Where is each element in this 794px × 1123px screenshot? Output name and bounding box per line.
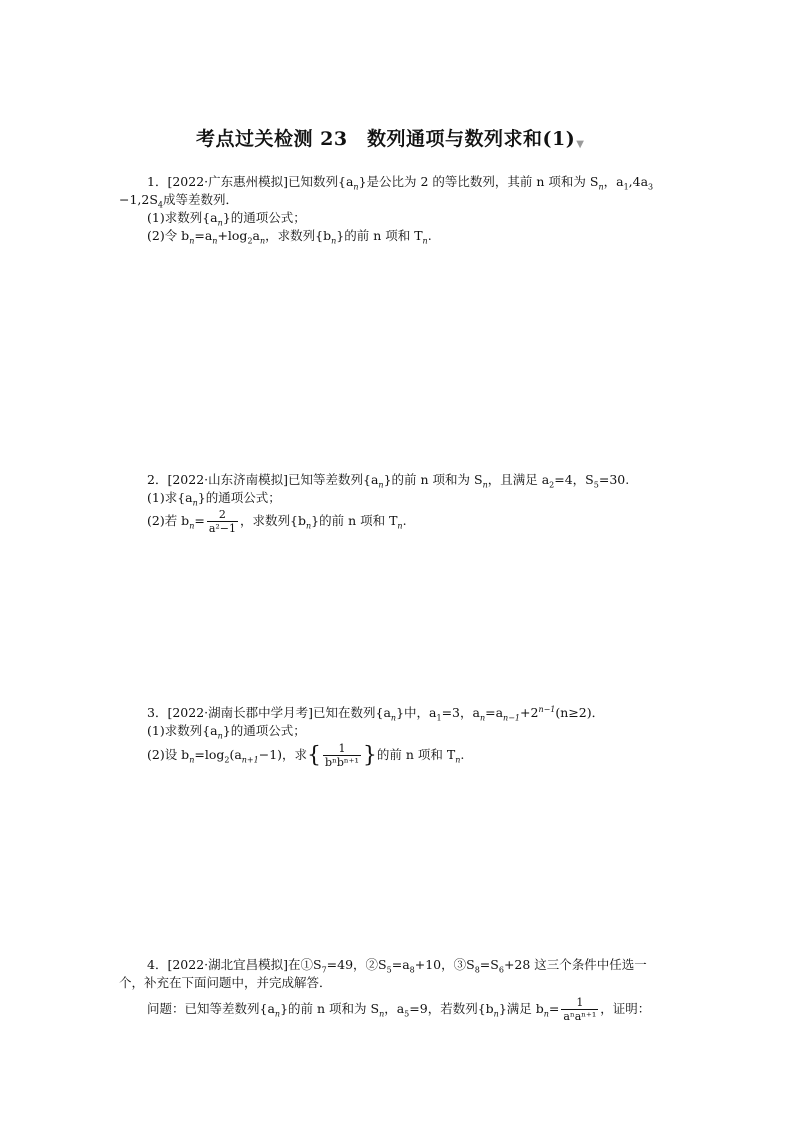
q1-part2: (2)令 $b_n=a_n+\log_2a_n$，求数列$\{b_n\}$的前 n 项和 $T_n$. <box>147 228 432 246</box>
q3-fraction: $\frac{1}{\text{bⁿbⁿ⁺¹}}$ <box>325 742 359 769</box>
q1-line2: $-1,2S_4$成等差数列． <box>119 192 239 210</box>
q4-fraction: $\frac{1}{\text{aⁿaⁿ⁺¹}}$ <box>563 996 597 1023</box>
title-text: 考点过关检测 23 数列通项与数列求和(1) <box>196 128 576 150</box>
page-title <box>196 124 584 151</box>
q1-line1: 1．[2022·广东惠州模拟]已知数列$\{a_n\}$是公比为 2 的等比数列，其前 n 项和为 $S_n$，$a_1,4a_3$ <box>147 174 654 192</box>
q2-part1: (1)求$\{a_n\}$的通项公式； <box>147 490 281 508</box>
q2-part2: (2)若 $b_n=$ $\frac{2}{\text{a²−1}}$ ，求数列$\{b_n\}$的前 n 项和 $T_n$. <box>147 508 407 535</box>
q3-part2: (2)设 $b_n=\log_2(a_{n+1}-1)$，求{ $\frac{1}{\text{bⁿbⁿ⁺¹}}$ }的前 n 项和 $T_n$. <box>147 742 465 769</box>
q2-line1: 2．[2022·山东济南模拟]已知等差数列$\{a_n\}$的前 n 项和为 $S_n$，且满足 $a_2=4$，$S_5=30$. <box>147 472 630 490</box>
q3-part1: (1)求数列$\{a_n\}$的通项公式； <box>147 723 306 741</box>
dropdown-triangle-icon: ▼ <box>576 139 585 150</box>
q3-line1: 3．[2022·湖南长郡中学月考]已知在数列$\{a_n\}$中，$a_1=3$，$a_n=a_{n-1}+2^{n-1}(n\ge 2)$． <box>147 704 605 723</box>
q2-fraction: $\frac{2}{\text{a²−1}}$ <box>208 508 237 535</box>
q1-part1: (1)求数列$\{a_n\}$的通项公式； <box>147 210 306 228</box>
q4-line2: 个，补充在下面问题中，并完成解答． <box>119 975 332 990</box>
q4-line1: 4．[2022·湖北宜昌模拟]在$①S_7=49$，$②S_5=a_8+10$，$③S_8=S_6+28$ 这三个条件中任选一 <box>147 957 647 975</box>
q4-problem: 问题：已知等差数列$\{a_n\}$的前 n 项和为 $S_n$，$a_5=9$，若数列$\{b_n\}$满足 $b_n=$ $\frac{1}{\text{aⁿaⁿ⁺¹}}$ ，证明： <box>147 996 651 1023</box>
